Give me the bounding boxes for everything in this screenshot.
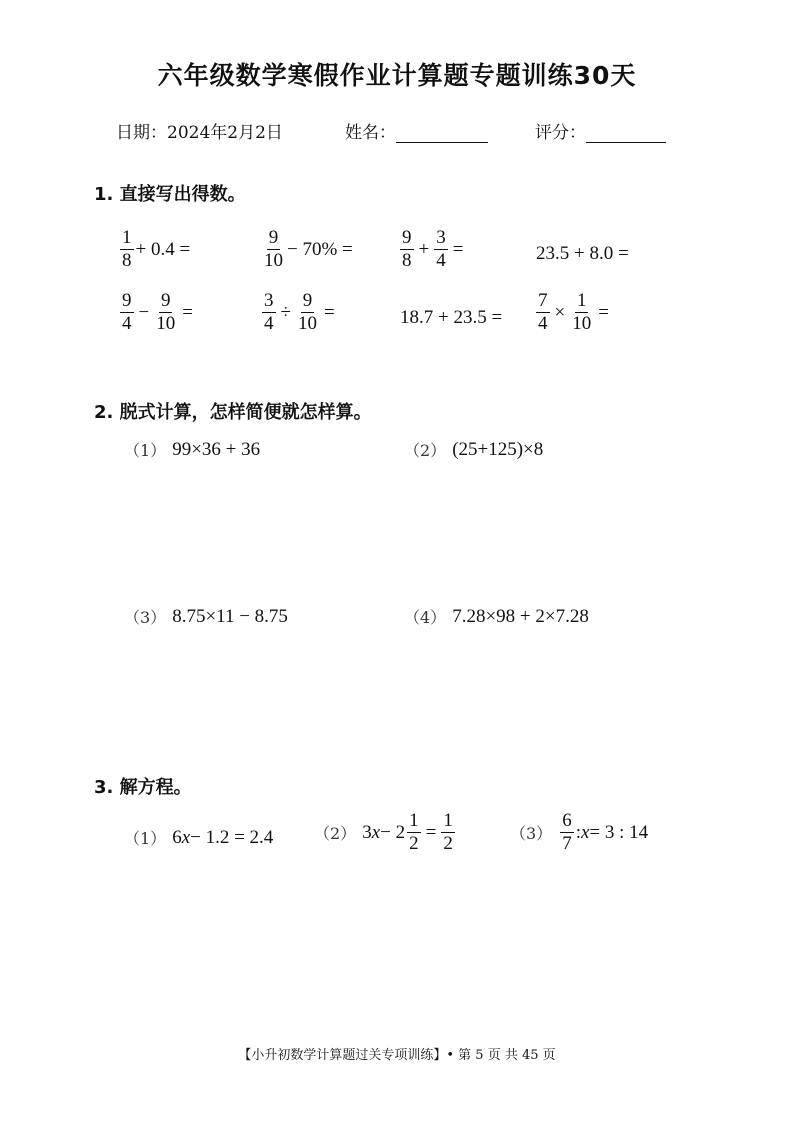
s3-eq-2: （2） 3 x − 2 $\frac{1}{2}$ = $\frac{1}{2}$ [314, 810, 453, 854]
section3-heading: 3. 解方程。 [94, 777, 192, 798]
score-blank[interactable] [586, 122, 666, 143]
s2-item-4: （4） 7.28×98 + 2×7.28 [404, 605, 589, 627]
s1-q5: $\frac{9}{4}$ − $\frac{9}{10}$ = [122, 290, 193, 334]
s1-q8: $\frac{7}{4}$ × $\frac{1}{10}$ = [538, 290, 609, 334]
s1-q6: $\frac{3}{4}$ ÷ $\frac{9}{10}$ = [264, 290, 335, 334]
date-label: 日期：2024年2月2日 [116, 123, 283, 143]
fraction: $\frac{1}{8}$ [122, 227, 132, 271]
page-footer: 【小升初数学计算题过关专项训练】• 第 5 页 共 45 页 [238, 1048, 556, 1063]
s1-q3: $\frac{9}{8}$ + $\frac{3}{4}$ = [402, 227, 464, 271]
s3-eq-1: （1） 6 x − 1.2 = 2.4 [124, 826, 274, 848]
fraction: $\frac{7}{4}$ [538, 290, 548, 334]
fraction: $\frac{3}{4}$ [264, 290, 274, 334]
fraction: $\frac{1}{2}$ [409, 810, 419, 854]
section2-heading: 2. 脱式计算，怎样简便就怎样算。 [94, 402, 372, 423]
s2-item-3: （3） 8.75×11 − 8.75 [124, 605, 288, 627]
fraction: $\frac{1}{10}$ [572, 290, 592, 334]
name-label: 姓名： [345, 123, 396, 143]
s3-eq-3: （3） $\frac{6}{7}$ : x = 3 : 14 [510, 810, 649, 854]
s1-q4: 23.5 + 8.0 = [536, 243, 629, 264]
fraction: $\frac{9}{8}$ [402, 227, 412, 271]
name-field [345, 118, 488, 143]
fraction: $\frac{9}{10}$ [156, 290, 176, 334]
fraction: $\frac{9}{10}$ [264, 227, 283, 271]
fraction: $\frac{9}{10}$ [297, 290, 317, 334]
s2-item-2: （2） (25+125)×8 [404, 438, 544, 460]
fraction: $\frac{6}{7}$ [562, 810, 572, 854]
s1-q7: 18.7 + 23.5 = [400, 307, 503, 328]
s1-q2: $\frac{9}{10}$ − 70% = [264, 227, 353, 271]
score-field [535, 118, 666, 143]
name-blank[interactable] [396, 122, 488, 143]
fraction: $\frac{3}{4}$ [436, 227, 446, 271]
fraction: $\frac{9}{4}$ [122, 290, 132, 334]
s2-item-1: （1） 99×36 + 36 [124, 438, 261, 460]
section1-heading: 1. 直接写出得数。 [94, 184, 246, 205]
score-label: 评分： [535, 123, 586, 143]
s1-q1: $\frac{1}{8}$ + 0.4 = [122, 227, 191, 271]
fraction: $\frac{1}{2}$ [443, 810, 453, 854]
page-title: 六年级数学寒假作业计算题专题训练30天 [157, 61, 637, 90]
